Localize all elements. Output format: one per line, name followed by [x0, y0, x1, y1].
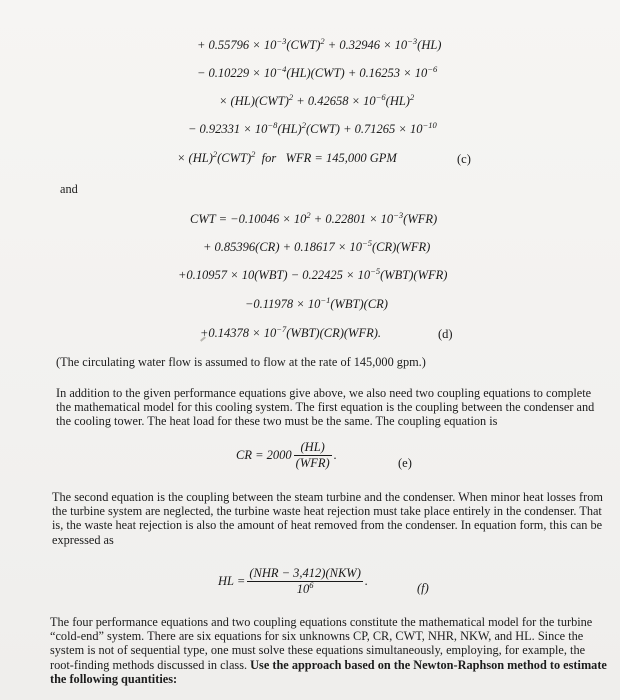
eq-e-fraction: $\frac{(HL)}{\text{(WFR)}}$: [295, 440, 330, 470]
eq-c-line-4: − $0.92331 \times 10^{-8}(HL)^2(CWT) + 0.71265 \times 10^{-10}$: [188, 120, 437, 136]
eq-c-line-1: + $0.55796 \times 10^{-3}(CWT)^2 + 0.32946 \times 10^{-3}(HL)$: [197, 36, 442, 52]
eq-c-line-5: × (HL)$^2$(CWT)$^2$ for WFR = 145,000 GPM: [177, 149, 397, 165]
eq-d-line-3: $+0.10957 \times 10(WBT) - 0.22425 \times 10^{-5}(WBT)(WFR)$: [178, 266, 448, 282]
newton-raphson-instruction: Use the approach based on the Newton-Raphson method to estimate the following quantities:: [50, 657, 607, 686]
paragraph-turbine-coupling: The second equation is the coupling between the steam turbine and the condenser. When minor heat losses from the turbine system are neglected, the turbine waste heat rejection must take place entirely in the condenser. That is, the waste heat rejection is also the amount of heat removed from the condenser. In equation form, this can be expressed as: [52, 490, 603, 547]
and-label: and: [60, 182, 78, 196]
flow-note: (The circulating water flow is assumed to flow at the rate of 145,000 gpm.): [56, 355, 426, 369]
paragraph-coupling-intro: In addition to the given performance equations give above, we also need two coupling equations to complete the mathematical model for this cooling system. The first equation is the coupling between the condenser and the cooling tower. The heat load for these two must be the same. The coupling equation is: [56, 386, 595, 429]
eq-c-line-2: − $0.10229 \times 10^{-4}(HL)(CWT) + 0.16253 \times 10^{-6}$: [197, 64, 438, 80]
eq-c-tag: (c): [457, 152, 471, 166]
eq-d-tag: (d): [438, 327, 453, 341]
eq-d-line-2: + $0.85396(CR) + 0.18617 \times 10^{-5}(CR)(WFR)$: [203, 238, 431, 254]
eq-e-tag: (e): [398, 456, 412, 470]
eq-c-line-3: × $(HL)(CWT)^2 + 0.42658 \times 10^{-6}(HL)^2$: [219, 92, 415, 108]
paragraph-model-summary: [50, 615, 610, 686]
eq-f-tag: (f): [417, 581, 429, 595]
eq-f: HL = $\frac{\text{(NHR − 3,412)(NKW)}}{10^6}$ .: [218, 566, 369, 596]
summary-text: The four performance equations and two coupling equations constitute the mathematical model for the turbine “cold-end” system. There are six equations for six unknowns CP, CR, CWT, NHR, NKW, and HL. Since the system is not of sequential type, one must solve these equations simultaneously, employing, for example, the root-finding methods discussed in class.: [50, 615, 593, 672]
eq-e: CR = 2000 $\frac{(HL)}{\text{(WFR)}}$ .: [236, 440, 337, 470]
eq-d-line-4: $-0.11978 \times 10^{-1}(WBT)(CR)$: [245, 295, 388, 311]
eq-f-fraction: $\frac{\text{(NHR − 3,412)(NKW)}}{10^6}$: [249, 566, 361, 596]
eq-d-line-1: CWT = $-0.10046 \times 10^2 + 0.22801 \times 10^{-3}(WFR)$: [190, 210, 438, 226]
eq-d-line-5: $+0.14378 \times 10^{-7}(WBT)(CR)(WFR)$.: [200, 324, 382, 340]
